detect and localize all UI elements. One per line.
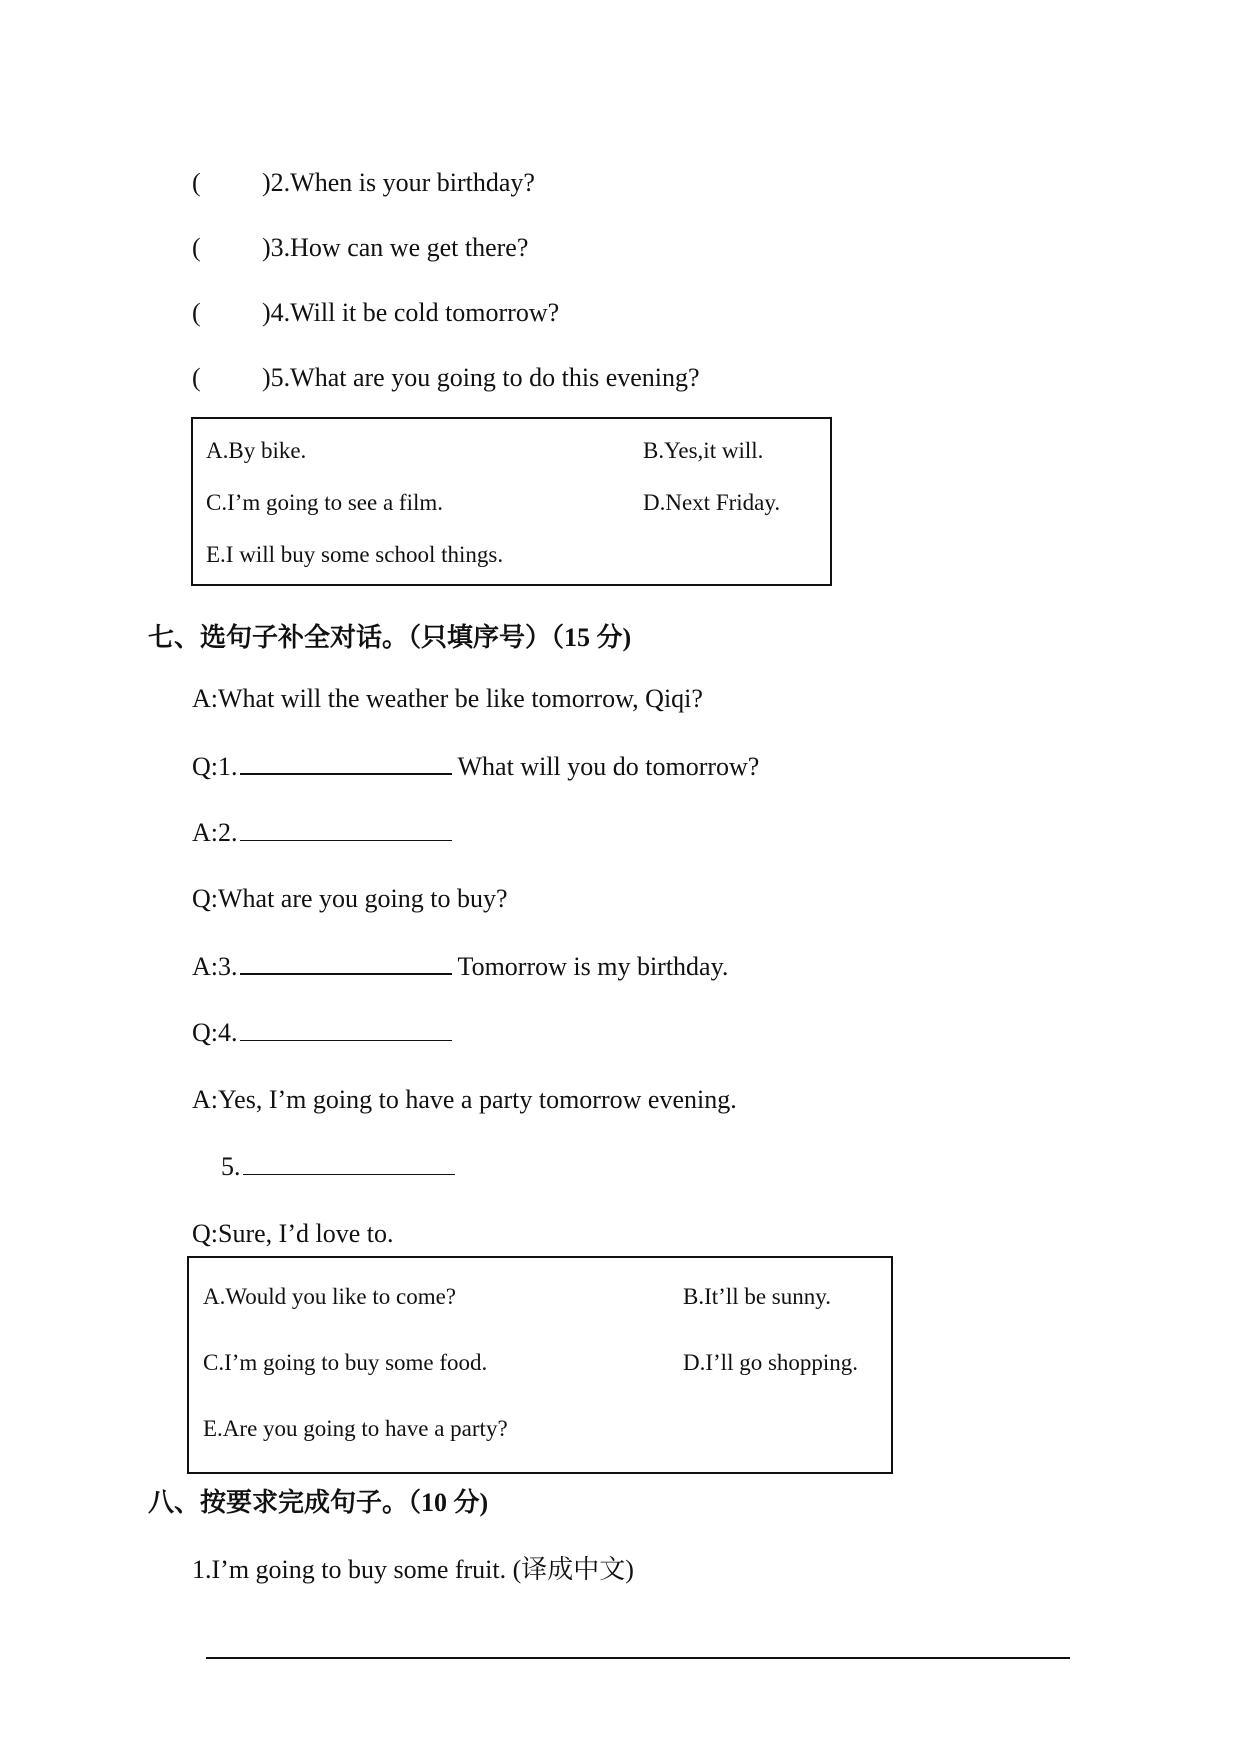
section8-question-1: 1.I’m going to buy some fruit. (译成中文) <box>192 1555 634 1584</box>
option-c: C.I’m going to see a film. <box>206 490 443 515</box>
dialog-line-3 <box>192 818 458 848</box>
option-b: B.It’ll be sunny. <box>683 1284 831 1309</box>
option-b: B.Yes,it will. <box>643 438 764 463</box>
dialog-prefix: 5. <box>221 1152 241 1181</box>
question-text: )4.Will it be cold tomorrow? <box>262 298 560 327</box>
option-a: A.By bike. <box>206 438 307 463</box>
dialog-line-2 <box>192 751 759 782</box>
question-2 <box>192 168 535 198</box>
answer-blank[interactable] <box>240 951 452 975</box>
dialog-line-1: A:What will the weather be like tomorrow, Qiqi? <box>192 684 703 713</box>
answer-paren[interactable]: ( <box>192 168 201 197</box>
section8-title: 八、按要求完成句子。（10 分) <box>148 1488 489 1517</box>
question-text: )3.How can we get there? <box>262 233 529 262</box>
option-e: E.Are you going to have a party? <box>203 1416 508 1441</box>
question-5 <box>192 363 700 393</box>
answer-paren[interactable]: ( <box>192 233 201 262</box>
dialog-line-8 <box>221 1152 461 1182</box>
answer-line[interactable] <box>206 1657 1070 1659</box>
dialog-prefix: Q:1. <box>192 752 238 781</box>
dialog-line-4: Q:What are you going to buy? <box>192 884 508 913</box>
dialog-prefix: A:3. <box>192 952 238 981</box>
question-text: )2.When is your birthday? <box>262 168 535 197</box>
option-e: E.I will buy some school things. <box>206 542 504 567</box>
dialog-line-7: A:Yes, I’m going to have a party tomorrow evening. <box>192 1085 737 1114</box>
answer-blank[interactable] <box>243 1152 455 1175</box>
answer-paren[interactable]: ( <box>192 298 201 327</box>
answer-blank[interactable] <box>240 1018 452 1041</box>
answer-blank[interactable] <box>240 818 452 841</box>
option-d: D.Next Friday. <box>643 490 781 515</box>
answer-paren[interactable]: ( <box>192 363 201 392</box>
question-3 <box>192 233 528 263</box>
dialog-prefix: Q:4. <box>192 1018 238 1047</box>
dialog-line-9: Q:Sure, I’d love to. <box>192 1219 394 1248</box>
section7-title: 七、选句子补全对话。（只填序号）（15 分) <box>148 623 632 652</box>
answer-blank[interactable] <box>240 751 452 775</box>
dialog-line-6 <box>192 1018 458 1048</box>
question-4 <box>192 298 559 328</box>
option-a: A.Would you like to come? <box>203 1284 457 1309</box>
option-c: C.I’m going to buy some food. <box>203 1350 488 1375</box>
question-text: )5.What are you going to do this evening? <box>262 363 700 392</box>
option-d: D.I’ll go shopping. <box>683 1350 859 1375</box>
dialog-line-5 <box>192 951 728 982</box>
dialog-prefix: A:2. <box>192 818 238 847</box>
dialog-suffix: What will you do tomorrow? <box>457 752 760 781</box>
dialog-suffix: Tomorrow is my birthday. <box>457 952 729 981</box>
